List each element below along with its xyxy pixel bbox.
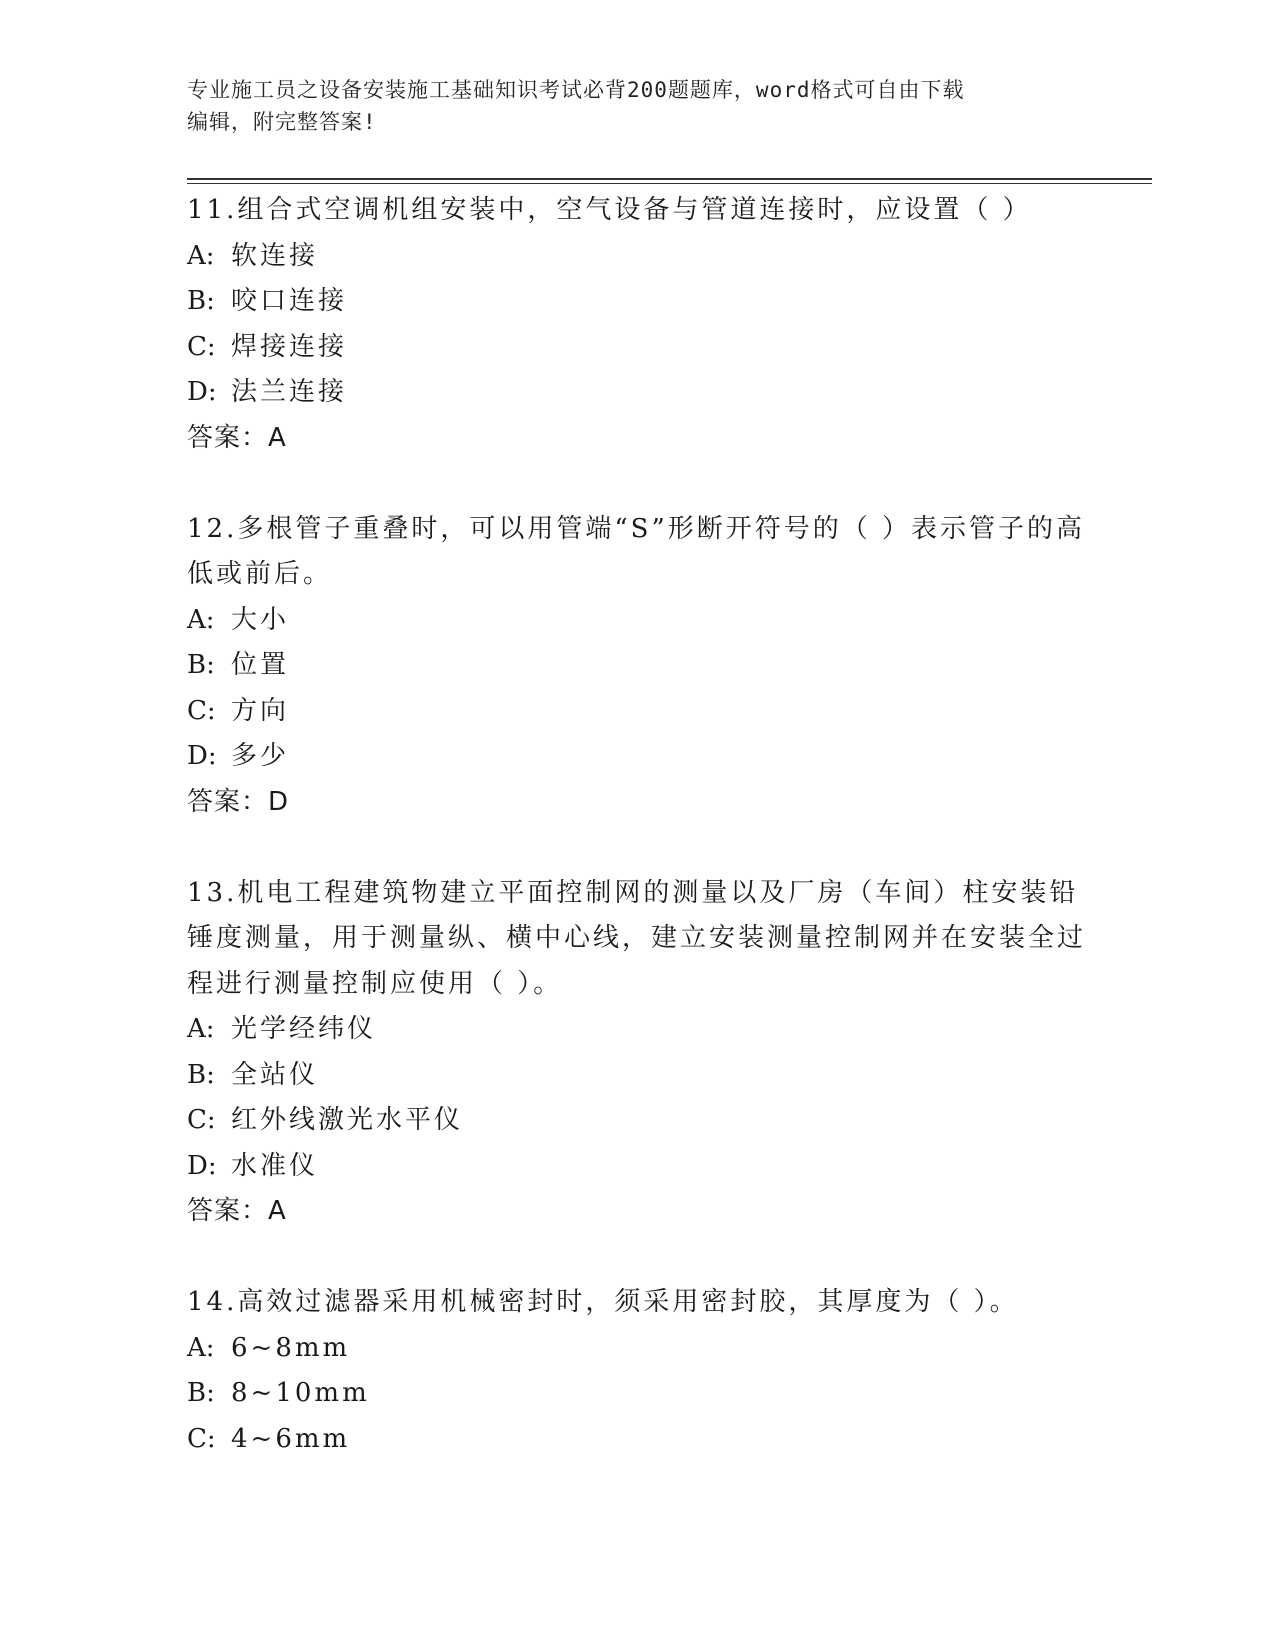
option-text: 焊接连接 xyxy=(231,331,348,362)
option-label: A: xyxy=(187,604,215,635)
option-c xyxy=(187,1098,1087,1144)
option-label: B: xyxy=(187,1059,215,1090)
answer-line: 答案：D xyxy=(187,786,290,817)
question-12 xyxy=(187,507,1087,826)
option-text: 水准仪 xyxy=(231,1150,319,1181)
header-divider-thick xyxy=(187,178,1152,180)
option-a xyxy=(187,1326,1087,1372)
question-spacer xyxy=(187,461,1087,507)
question-spacer xyxy=(187,825,1087,871)
option-c xyxy=(187,325,1087,371)
option-text: 6~8mm xyxy=(231,1332,351,1363)
document-header xyxy=(187,74,1067,138)
option-label: A: xyxy=(187,1332,215,1363)
option-text: 大小 xyxy=(231,604,290,635)
option-b xyxy=(187,1371,1087,1417)
header-divider-thin xyxy=(187,183,1152,184)
option-b xyxy=(187,1053,1087,1099)
question-14 xyxy=(187,1280,1087,1462)
option-label: B: xyxy=(187,1378,215,1408)
question-13 xyxy=(187,871,1087,1235)
question-stem: 11.组合式空调机组安装中，空气设备与管道连接时，应设置（ ） xyxy=(187,195,1032,225)
option-label: B: xyxy=(187,286,215,316)
header-title-line-1: 专业施工员之设备安装施工基础知识考试必背200题题库，word格式可自由下载 xyxy=(187,78,965,102)
option-label: C: xyxy=(187,1423,216,1454)
option-label: A: xyxy=(187,240,215,271)
option-d xyxy=(187,1144,1087,1190)
option-text: 全站仪 xyxy=(231,1059,319,1090)
option-b xyxy=(187,643,1087,689)
question-spacer xyxy=(187,1235,1087,1281)
option-text: 多少 xyxy=(231,741,290,771)
option-text: 光学经纬仪 xyxy=(231,1014,377,1044)
option-a xyxy=(187,234,1087,280)
option-b xyxy=(187,279,1087,325)
option-label: C: xyxy=(187,331,216,362)
question-stem: 12.多根管子重叠时，可以用管端“S”形断开符号的（ ）表示管子的高低或前后。 xyxy=(187,513,1086,589)
question-stem: 14.高效过滤器采用机械密封时，须采用密封胶，其厚度为（ ）。 xyxy=(187,1287,1019,1317)
option-label: C: xyxy=(187,1105,216,1135)
answer-line: 答案：A xyxy=(187,1196,287,1226)
option-text: 位置 xyxy=(231,650,290,680)
option-a xyxy=(187,1007,1087,1053)
option-text: 法兰连接 xyxy=(231,377,348,407)
option-d xyxy=(187,734,1087,780)
option-text: 4~6mm xyxy=(231,1423,351,1454)
option-label: C: xyxy=(187,695,216,726)
question-stem: 13.机电工程建筑物建立平面控制网的测量以及厂房（车间）柱安装铅锤度测量，用于测量纵、横中心线，建立安装测量控制网并在安装全过程进行测量控制应使用（ ）。 xyxy=(187,877,1087,999)
question-11 xyxy=(187,188,1087,461)
option-a xyxy=(187,598,1087,644)
option-c xyxy=(187,689,1087,735)
option-text: 咬口连接 xyxy=(231,286,348,316)
option-label: D: xyxy=(187,377,217,407)
option-label: D: xyxy=(187,1150,217,1181)
option-d xyxy=(187,370,1087,416)
answer-line: 答案：A xyxy=(187,422,287,453)
option-text: 8~10mm xyxy=(231,1378,370,1408)
option-text: 红外线激光水平仪 xyxy=(231,1105,464,1135)
question-list xyxy=(187,188,1087,1462)
option-label: D: xyxy=(187,741,217,771)
option-label: A: xyxy=(187,1014,215,1044)
header-title-line-2: 编辑，附完整答案! xyxy=(187,110,377,134)
option-text: 方向 xyxy=(231,695,290,726)
option-c xyxy=(187,1417,1087,1463)
option-text: 软连接 xyxy=(231,240,319,271)
option-label: B: xyxy=(187,650,215,680)
